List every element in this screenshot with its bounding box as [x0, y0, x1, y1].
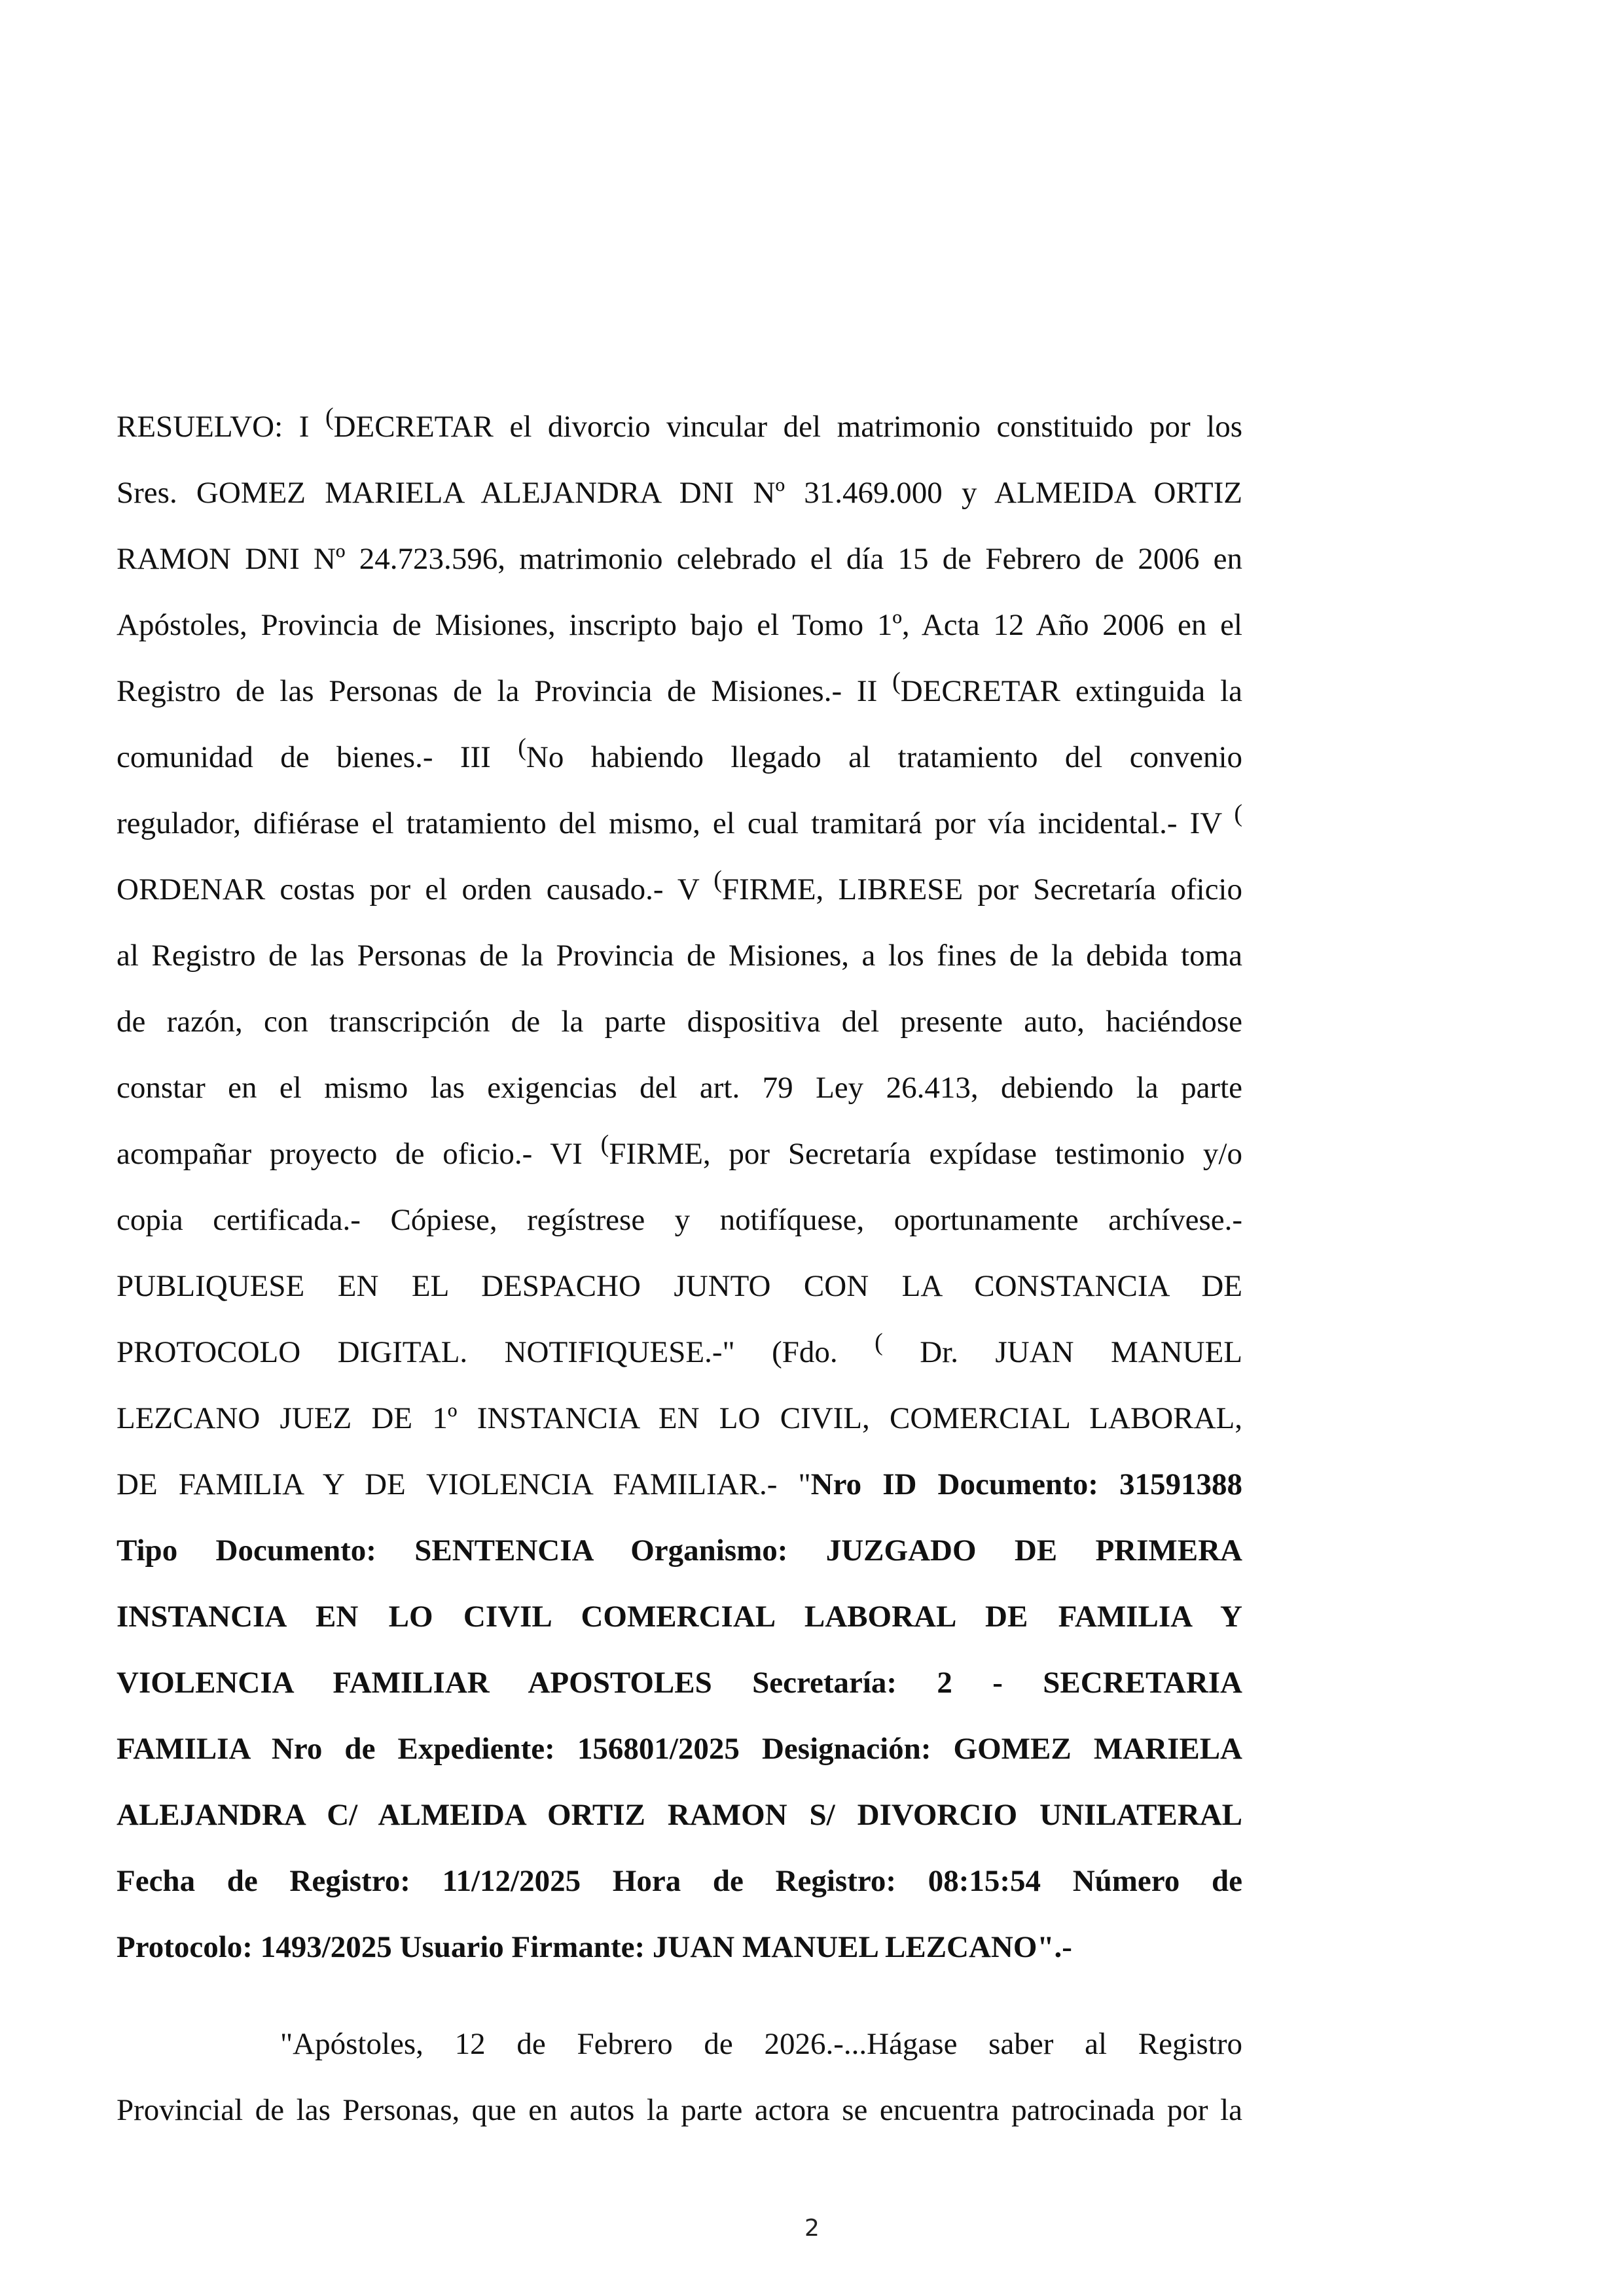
text-line-2: Sres. GOMEZ MARIELA ALEJANDRA DNI Nº 31.469.000 y ALMEIDA ORTIZ [117, 476, 1242, 510]
text-line-19: INSTANCIA EN LO CIVIL COMERCIAL LABORAL DE FAMILIA Y [117, 1600, 1242, 1634]
text-line-4: Apóstoles, Provincia de Misiones, inscripto bajo el Tomo 1º, Acta 12 Año 2006 en el [117, 608, 1242, 642]
text-line-10: de razón, con transcripción de la parte dispositiva del presente auto, haciéndose [117, 1005, 1242, 1039]
text-line-7: regulador, difiérase el tratamiento del mismo, el cual tramitará por vía incidental.- IV ( [117, 800, 1242, 840]
text-line-15: PROTOCOLO DIGITAL. NOTIFIQUESE.-" (Fdo. ( Dr. JUAN MANUEL [117, 1329, 1243, 1369]
text-line-14: PUBLIQUESE EN EL DESPACHO JUNTO CON LA CONSTANCIA DE [117, 1269, 1242, 1303]
followup-paragraph [117, 2011, 1242, 2144]
text-line-9: al Registro de las Personas de la Provincia de Misiones, a los fines de la debida toma [117, 939, 1242, 973]
followup-line-1: "Apóstoles, 12 de Febrero de 2026.-...Hágase saber al Registro [280, 2027, 1242, 2061]
text-line-12: acompañar proyecto de oficio.- VI (FIRME, por Secretaría expídase testimonio y/o [117, 1130, 1242, 1171]
text-line-11: constar en el mismo las exigencias del art. 79 Ley 26.413, debiendo la parte [117, 1071, 1242, 1105]
text-line-1: RESUELVO: I (DECRETAR el divorcio vincular del matrimonio constituido por los [117, 403, 1242, 444]
text-line-5: Registro de las Personas de la Provincia de Misiones.- II (DECRETAR extinguida la [117, 668, 1242, 708]
text-line-20: VIOLENCIA FAMILIAR APOSTOLES Secretaría: 2 - SECRETARIA [117, 1666, 1242, 1700]
text-line-6: comunidad de bienes.- III (No habiendo llegado al tratamiento del convenio [117, 734, 1243, 774]
text-line-18: Tipo Documento: SENTENCIA Organismo: JUZGADO DE PRIMERA [117, 1534, 1242, 1568]
followup-line-2: Provincial de las Personas, que en autos la parte actora se encuentra patrocinada por la [117, 2093, 1242, 2127]
text-line-23: Fecha de Registro: 11/12/2025 Hora de Registro: 08:15:54 Número de [117, 1864, 1242, 1898]
text-line-21: FAMILIA Nro de Expediente: 156801/2025 Designación: GOMEZ MARIELA [117, 1732, 1242, 1766]
text-line-8: ORDENAR costas por el orden causado.- V (FIRME, LIBRESE por Secretaría oficio [117, 866, 1242, 906]
resolution-paragraph [117, 394, 1242, 1981]
text-line-22: ALEJANDRA C/ ALMEIDA ORTIZ RAMON S/ DIVORCIO UNILATERAL [117, 1798, 1242, 1832]
page-number: 2 [804, 2215, 820, 2242]
text-line-17: DE FAMILIA Y DE VIOLENCIA FAMILIAR.- "Nro ID Documento: 31591388 [117, 1467, 1242, 1501]
text-line-3: RAMON DNI Nº 24.723.596, matrimonio celebrado el día 15 de Febrero de 2006 en [117, 542, 1242, 576]
text-line-16: LEZCANO JUEZ DE 1º INSTANCIA EN LO CIVIL, COMERCIAL LABORAL, [117, 1401, 1242, 1435]
document-id-label: Nro ID Documento: 31591388 [810, 1467, 1242, 1501]
text-line-13: copia certificada.- Cópiese, regístrese y notifíquese, oportunamente archívese.- [117, 1203, 1242, 1237]
text-line-24: Protocolo: 1493/2025 Usuario Firmante: JUAN MANUEL LEZCANO".- [117, 1930, 1072, 1964]
